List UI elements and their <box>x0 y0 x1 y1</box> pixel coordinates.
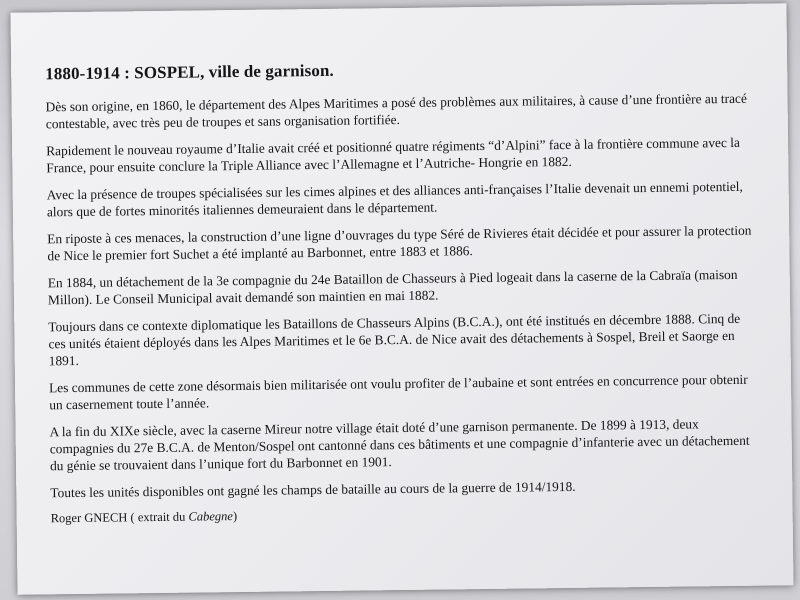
signature-source-close: ) <box>232 509 238 524</box>
signature-author: Roger GNECH <box>50 510 128 526</box>
paragraph-chasseurs-alpins: Toujours dans ce contexte diplomatique les Bataillons de Chasseurs Alpins (B.C.A.), ont été institués en décembre 1888. Cinq de ces unités étaient déployés dans les Alpes Maritimes et le 6e B.C.A. de Nice avait des détachements à Sospel, Breil et Saorge en 1891. <box>48 310 741 369</box>
document-title: 1880-1914 : SOSPEL, ville de garnison. <box>45 60 334 84</box>
paragraph-communes: Les communes de cette zone désormais bien militarisée ont voulu profiter de l’aubaine et sont entrées en concurrence pour obtenir un casernement toute l’année. <box>48 371 748 413</box>
signature-source-open: ( extrait du <box>130 509 189 525</box>
paragraph-fortifications: En riposte à ces menaces, la construction d’une ligne d’ouvrages du type Séré de Rivieres était décidée et pour assurer la protection de Nice le premier fort Suchet a été implanté au Barbonnet, entre 1883 et 1886. <box>47 222 752 264</box>
paragraph-italy-enemy: Avec la présence de troupes spécialisées sur les cimes alpines et des alliances anti-françaises l’Italie devenait un ennemi potentiel, alors que de fortes minorités italiennes demeuraient dans le département. <box>46 178 743 220</box>
paper-sheet <box>10 3 793 594</box>
paragraph-war: Toutes les unités disponibles ont gagné les champs de bataille au cours de la guerre de 1914/1918. <box>50 478 576 501</box>
paragraph-1884-detachment: En 1884, un détachement de la 3e compagnie du 24e Bataillon de Chasseurs à Pied logeait dans la caserne de la Cabraïa (maison Millon). Le Conseil Municipal avait demandé son maintien en mai 1882. <box>47 266 738 308</box>
paragraph-italy-alpini: Rapidement le nouveau royaume d’Italie avait créé et positionné quatre régiments “d’Alpini” face à la frontière commune avec la France, pour ensuite conclure la Triple Alliance avec l’Allemagne et l’Autriche- Hongrie en 1882. <box>46 134 740 176</box>
paragraph-permanent-garrison: A la fin du XIXe siècle, avec la caserne Mireur notre village était doté d’une garnison permanente. De 1899 à 1913, deux compagnies du 27e B.C.A. de Menton/Sospel ont cantonné dans ces bâtiments et une compagnie d’infanterie avec un détachement du génie se trouvaient dans l’unique fort du Barbonnet en 1901. <box>49 416 750 474</box>
document-body <box>45 56 763 527</box>
signature-source-title: Cabegne <box>188 509 233 524</box>
signature <box>51 503 763 527</box>
paragraph-origin: Dès son origine, en 1860, le département des Alpes Maritimes a posé des problèmes aux militaires, à cause d’une frontière au tracé contestable, avec très peu de troupes et sans organisation fortifiée. <box>45 90 747 132</box>
